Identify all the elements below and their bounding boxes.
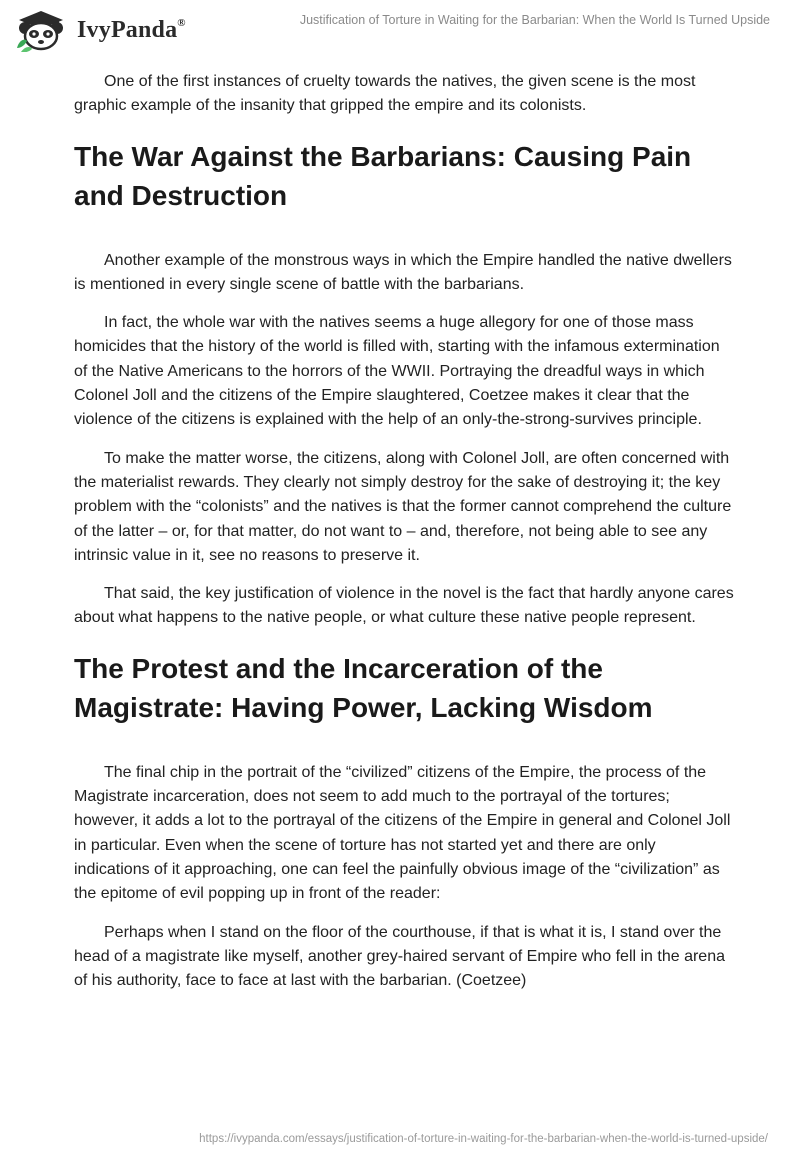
paragraph: That said, the key justification of violence in the novel is the fact that hardly anyone cares about what happens to the native people, or what culture these native people represent. <box>74 585 734 627</box>
paragraph: The final chip in the portrait of the “civilized” citizens of the Empire, the process of the Magistrate incarceration, does not seem to add much to the portrayal of the tortures; however, it adds a lot to the portrayal of the citizens of the Empire in general and Colonel Joll in particular. Even when the scene of torture has not started yet and there are only indications of it approaching, one can feel the painfully obvious image of the “civilization” as the epitome of evil popping up in front of the reader: <box>74 763 731 903</box>
page-header <box>0 0 800 56</box>
source-url[interactable]: https://ivypanda.com/essays/justification-of-torture-in-waiting-for-the-barbarian-when-the-world-is-turned-upside/ <box>199 1133 768 1145</box>
paragraph: To make the matter worse, the citizens, along with Colonel Joll, are often concerned with the materialist rewards. They clearly not simply destroy for the sake of destroying it; the key problem with the “colonists” and the natives is that the former cannot comprehend the culture of the latter – or, for that matter, do not want to – and, therefore, not being able to see any intrinsic value in it, see no reasons to preserve it. <box>74 449 732 564</box>
paragraph: In fact, the whole war with the natives seems a huge allegory for one of those mass homicides that the history of the world is filled with, starting with the infamous extermination of the Native Americans to the horrors of the WWII. Portraying the dreadful ways in which Colonel Joll and the citizens of the Empire slaughtered, Coetzee makes it clear that the violence of the citizens is explained with the help of an only-the-strong-survives principle. <box>74 314 720 429</box>
paragraph: One of the first instances of cruelty towards the natives, the given scene is the most graphic example of the insanity that gripped the empire and its colonists. <box>74 73 696 115</box>
article-body <box>74 70 734 1007</box>
paragraph: Another example of the monstrous ways in which the Empire handled the native dwellers is mentioned in every single scene of battle with the barbarians. <box>74 251 732 293</box>
section-heading: The War Against the Barbarians: Causing Pain and Destruction <box>74 140 692 211</box>
panda-logo-icon <box>13 8 73 52</box>
block-quote: Perhaps when I stand on the floor of the courthouse, if that is what it is, I stand over the head of a magistrate like myself, another grey-haired servant of Empire who fell in the arena of his authority, face to face at last with the barbarian. (Coetzee) <box>74 923 725 990</box>
ivypanda-logo[interactable] <box>13 8 213 52</box>
section-heading: The Protest and the Incarceration of the Magistrate: Having Power, Lacking Wisdom <box>74 652 653 723</box>
brand-name: IvyPanda® <box>77 17 186 43</box>
document-title: Justification of Torture in Waiting for the Barbarian: When the World Is Turned Upside <box>299 13 770 27</box>
